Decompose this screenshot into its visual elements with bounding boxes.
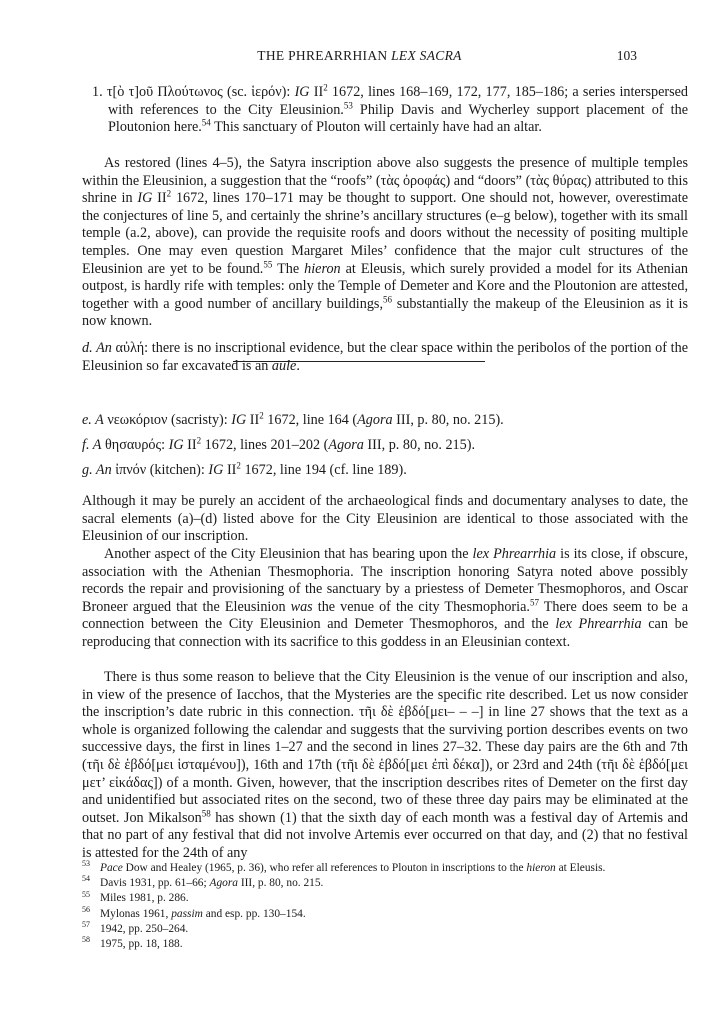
footnote-ref[interactable]: 58 — [201, 808, 211, 819]
footnote-ref[interactable]: 53 — [343, 99, 353, 110]
para-text: has shown (1) that the sixth day of each month was a festival day of Artemis and that no part of any festival that did not involve Artemis ever occurred on that day, and (2) that no festival is attested for the 24th of any — [82, 809, 688, 861]
ig-abbrev: IG — [231, 412, 247, 428]
item-label: f. A — [82, 436, 102, 453]
italic-term: hieron — [304, 260, 341, 277]
superscript: 2 — [259, 410, 264, 421]
superscript: 2 — [166, 188, 172, 199]
item-text: : — [161, 436, 169, 453]
paragraph-temples — [82, 155, 688, 331]
italic-term: hieron — [526, 862, 556, 874]
footnote-text: Mylonas 1961, — [100, 907, 172, 920]
para-text: As restored (lines 4–5), the Satyra inscription above also suggests the presence of multiple temples within the Eleusinion, a suggestion that the “roofs” (τὰς ὀροφάς) and “doors” (τὰς θύρας) attributed to this shrine in — [82, 155, 688, 207]
italic-term: aule — [271, 357, 297, 374]
footnote: 57 1942, pp. 250–264. — [82, 920, 189, 935]
superscript: 2 — [196, 435, 202, 446]
page-number: 103 — [616, 48, 637, 63]
running-head — [0, 48, 719, 68]
item-label: d. An — [82, 340, 112, 356]
para-text: Another aspect of the City Eleusinion that has bearing upon the — [104, 546, 473, 562]
item-text: This sanctuary of Plouton will certainly have had an altar. — [210, 119, 542, 136]
item-label: e. A — [82, 412, 104, 428]
italic-term: passim — [171, 907, 203, 920]
italic-term: lex Phrearrhia — [472, 546, 557, 562]
para-text: 1672, lines 170–171 may be thought to support. One should not, however, overestimate the conjectures of line 5, and certainly the shrine’s ancillary structures (e–g below), together with its small temple (a.2, above), can provide the requisite roofs and doors without the necessity of positing multiple temples. One may even question Margaret Miles’ confidence that the major cult structures of the Eleusinion are yet to be found. — [82, 190, 688, 277]
footnote-ref[interactable]: 57 — [529, 597, 539, 608]
paragraph-thesmophoria — [82, 546, 688, 652]
item-text: (sacristy): — [167, 412, 232, 428]
item-text: 1672, lines 201–202 ( — [201, 436, 329, 453]
para-text: There does seem to be a connection between the City Eleusinion and Demeter Thesmophoros, and the — [82, 598, 688, 633]
para-text: substantially the makeup of the Eleusinion as it is now known. — [82, 295, 688, 330]
running-title — [0, 48, 719, 64]
ig-abbrev: IG — [137, 190, 153, 207]
para-text: II — [152, 190, 167, 207]
item-1 — [82, 84, 688, 137]
greek-phrase: θησαυρός — [101, 436, 162, 453]
list-item — [82, 412, 688, 430]
footnote-text: 1942, pp. 250–264. — [100, 922, 189, 935]
list-item — [82, 437, 688, 455]
item-text: (kitchen): — [146, 461, 209, 478]
para-text: There is thus some reason to believe that the City Eleusinion is the venue of our inscription and also, in view of the presence of Iacchos, that the Mysteries are the specific rite described. Let us now consider the inscription’s date rubric in this connection. τῆι δὲ ἑβδό[μει– – –] in line 27 shows that the text as a whole is organized following the calendar and suggests that the surviving portion describes events on two successive days, the first in lines 1–27 and the second in lines 27–32. These day pairs are the 6th and 7th (τῆι δὲ ἑβδό[μει ἱσταμένου]), 16th and 17th (τῆι δὲ ἑβδό[μει ἐπὶ δέκα]), or 23rd and 24th (τῆι δὲ ἑβδό[μει μετ’ εἰκάδας]) of a month. Given, however, that the inscription describes rites of Demeter on the first day and unidentified but associated rites on the second, two of these three day pairs may be eliminated at the outset. Jon Mikalson — [82, 669, 688, 826]
ig-abbrev: IG — [208, 461, 224, 478]
italic-term: Agora — [209, 877, 238, 890]
item-text: III, p. 80, no. 215). — [392, 412, 504, 428]
italic-term: lex Phrearrhia — [555, 616, 642, 633]
italic-term: Agora — [357, 412, 393, 428]
footnote-text: Davis 1931, pp. 61–66; — [100, 877, 210, 890]
footnote-ref[interactable]: 56 — [383, 294, 392, 305]
superscript: 2 — [323, 82, 328, 93]
italic-term: Agora — [328, 436, 364, 453]
para-text: Although it may be purely an accident of the archaeological finds and documentary analyses to date, the sacral elements (a)–(d) listed above for the City Eleusinion are identical to those associated with the Eleusinion of our inscription. — [82, 493, 688, 545]
running-title-italic: LEX SACRA — [391, 48, 462, 63]
item-text: 1672, line 164 ( — [263, 412, 358, 428]
greek-phrase: τ[ὸ τ]οῦ Πλούτωνος — [106, 84, 223, 100]
footnote: 55 Miles 1981, p. 286. — [82, 889, 189, 905]
footnote: 54 Davis 1931, pp. 61–66; Agora III, p. 80, no. 215. — [82, 874, 324, 890]
footnote-text: 1975, pp. 18, 188. — [100, 938, 183, 951]
footnote: 58 1975, pp. 18, 188. — [82, 935, 183, 951]
footnote-text: III, p. 80, no. 215. — [237, 877, 324, 890]
para-text: at Eleusis, which surely provided a model for its Athenian outpost, is hardly rife with temples: only the Temple of Demeter and Kore and the Ploutonion are attested, together with a good number of ancillary buildings, — [82, 260, 688, 312]
footnote: 53 Pace Dow and Healey (1965, p. 36), who refer all references to Plouton in inscriptions to the hieron at Eleusis. — [82, 859, 606, 874]
ig-abbrev: IG — [294, 84, 310, 100]
item-text: (sc. ἱερόν): — [222, 84, 295, 100]
greek-phrase: ἰπνόν — [111, 461, 147, 478]
footnote-ref[interactable]: 54 — [201, 117, 211, 128]
para-text: can be reproducing that connection with its sacrifice to this goddess in an Eleusinian context. — [82, 616, 688, 650]
item-text: II — [183, 436, 197, 453]
italic-term: Pace — [100, 862, 123, 874]
section-divider — [233, 361, 485, 362]
greek-phrase: αὐλή — [111, 340, 145, 356]
item-text: 1672, line 194 (cf. line 189). — [240, 461, 407, 478]
greek-phrase: νεωκόριον — [103, 412, 168, 428]
item-d — [82, 340, 688, 375]
paragraph-date-rubric — [82, 669, 688, 863]
para-text: the venue of the city Thesmophoria. — [312, 598, 530, 615]
item-text: Philip Davis and Wycherley support placement of the Ploutonion here. — [108, 101, 688, 136]
footnote: 56 Mylonas 1961, passim and esp. pp. 130–154. — [82, 904, 306, 920]
footnote-ref[interactable]: 55 — [263, 258, 273, 269]
item-text: II — [309, 84, 324, 100]
item-text: : there is no inscriptional evidence, but the clear space within the peribolos of the portion of the Eleusinion so far excavated is an — [82, 340, 688, 374]
item-text: II — [223, 461, 237, 478]
item-text: . — [296, 357, 300, 374]
superscript: 2 — [236, 460, 241, 471]
paragraph-accident — [82, 493, 688, 546]
item-text: II — [246, 412, 260, 428]
ancillary-list — [82, 412, 688, 487]
footnotes — [82, 861, 688, 952]
footnote-text: at Eleusis. — [555, 862, 606, 874]
italic-term: was — [290, 598, 313, 615]
footnote-text: Dow and Healey (1965, p. 36), who refer all references to Plouton in inscriptions to the — [122, 862, 527, 874]
item-number: 1. — [92, 84, 103, 100]
para-text: is its close, if obscure, association with the Athenian Thesmophoria. The inscription honoring Satyra noted above possibly records the repair and provisioning of the sanctuary by a priestess of Demeter Thesmophoros, and Oscar Broneer argued that the Eleusinion — [82, 546, 688, 615]
running-title-text: THE PHREARRHIAN — [257, 48, 392, 63]
item-text: III, p. 80, no. 215). — [363, 436, 475, 453]
footnote-text: and esp. pp. 130–154. — [202, 907, 306, 920]
para-text: The — [272, 260, 305, 277]
item-label: g. An — [82, 461, 112, 478]
list-item — [82, 462, 688, 480]
ig-abbrev: IG — [168, 436, 184, 453]
footnote-text: Miles 1981, p. 286. — [100, 892, 189, 905]
item-text: 1672, lines 168–169, 172, 177, 185–186; a series interspersed with references to the City Eleusinion. — [108, 84, 689, 118]
